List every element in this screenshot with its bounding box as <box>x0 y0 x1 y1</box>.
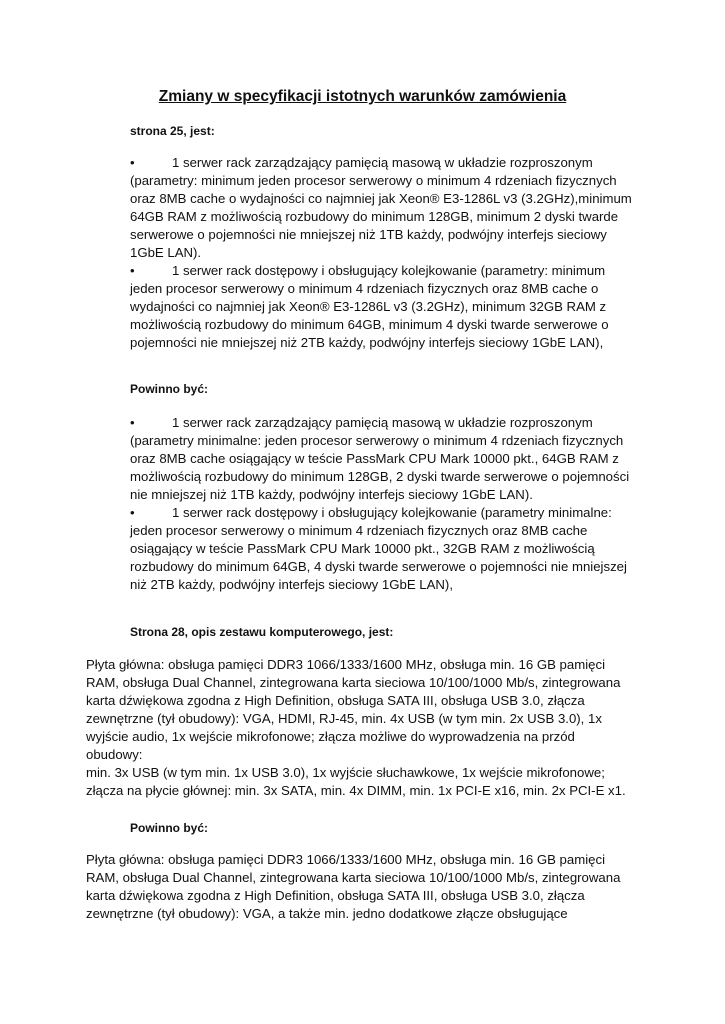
section-jest-25-list <box>130 154 635 352</box>
list-item: • 1 serwer rack zarządzający pamięcią masową w układzie rozproszonym (parametry: minimum jeden procesor serwerowy o minimum 4 rdzeniach fizycznych oraz 8MB cache o wydajności co najmniej jak Xeon® E3-1286L v3 (3.2GHz),minimum 64GB RAM z możliwością rozbudowy do minimum 128GB, minimum 2 dyski twarde serwerowe o pojemności nie mniejszej niż 1TB każdy, podwójny interfejs sieciowy 1GbE LAN). <box>130 155 632 260</box>
section-label-powinno-1: Powinno być: <box>130 382 208 396</box>
list-item: • 1 serwer rack zarządzający pamięcią masową w układzie rozproszonym (parametry minimalne: jeden procesor serwerowy o minimum 4 rdzeniach fizycznych oraz 8MB cache osiągający w teście PassMark CPU Mark 10000 pkt., 64GB RAM z możliwością rozbudowy do minimum 128GB, 2 dyski twarde serwerowe o pojemności nie mniejszej niż 1TB każdy, podwójny interfejs sieciowy 1GbE LAN). <box>130 415 630 502</box>
section-powinno-1-list <box>130 414 638 594</box>
section-label-jest-28: Strona 28, opis zestawu komputerowego, jest: <box>130 625 394 639</box>
list-item: • 1 serwer rack dostępowy i obsługujący kolejkowanie (parametry minimalne: jeden procesor serwerowy o minimum 4 rdzeniach fizycznych oraz 8MB cache osiągający w teście PassMark CPU Mark 10000 pkt., 32GB RAM z możliwością rozbudowy do minimum 64GB, 4 dyski twarde serwerowe o pojemności nie mniejszej niż 2TB każdy, podwójny interfejs sieciowy 1GbE LAN), <box>130 505 627 592</box>
paragraph: min. 3x USB (w tym min. 1x USB 3.0), 1x wyjście słuchawkowe, 1x wejście mikrofonowe; złącza na płycie głównej: min. 3x SATA, min. 4x DIMM, min. 1x PCI-E x16, min. 2x PCI-E x1. <box>86 765 626 798</box>
bullet-icon: • <box>130 155 135 170</box>
bullet-icon: • <box>130 415 135 430</box>
section-label-powinno-2: Powinno być: <box>130 821 208 835</box>
section-jest-28-text <box>86 656 634 800</box>
bullet-icon: • <box>130 505 135 520</box>
section-label-jest-25: strona 25, jest: <box>130 124 215 138</box>
list-item: • 1 serwer rack dostępowy i obsługujący kolejkowanie (parametry: minimum jeden procesor serwerowy o minimum 4 rdzeniach fizycznych oraz 8MB cache o wydajności co najmniej jak Xeon® E3-1286L v3 (3.2GHz), minimum 32GB RAM z możliwością rozbudowy do minimum 64GB, minimum 4 dyski twarde serwerowe o pojemności nie mniejszej niż 2TB każdy, podwójny interfejs sieciowy 1GbE LAN), <box>130 263 609 350</box>
paragraph: Płyta główna: obsługa pamięci DDR3 1066/1333/1600 MHz, obsługa min. 16 GB pamięci RAM, obsługa Dual Channel, zintegrowana karta sieciowa 10/100/1000 Mb/s, zintegrowana karta dźwiękowa zgodna z High Definition, obsługa SATA III, obsługa USB 3.0, złącza zewnętrzne (tył obudowy): VGA, HDMI, RJ-45, min. 4x USB (w tym min. 2x USB 3.0), 1x wyjście audio, 1x wejście mikrofonowe; złącza możliwe do wyprowadzenia na przód obudowy: <box>86 657 621 762</box>
document-title: Zmiany w specyfikacji istotnych warunków zamówienia <box>158 88 567 105</box>
bullet-icon: • <box>130 263 135 278</box>
paragraph: Płyta główna: obsługa pamięci DDR3 1066/1333/1600 MHz, obsługa min. 16 GB pamięci RAM, obsługa Dual Channel, zintegrowana karta sieciowa 10/100/1000 Mb/s, zintegrowana karta dźwiękowa zgodna z High Definition, obsługa SATA III, obsługa USB 3.0, złącza zewnętrzne (tył obudowy): VGA, a także min. jedno dodatkowe złącze obsługujące <box>86 852 621 921</box>
section-powinno-2-text <box>86 851 634 923</box>
